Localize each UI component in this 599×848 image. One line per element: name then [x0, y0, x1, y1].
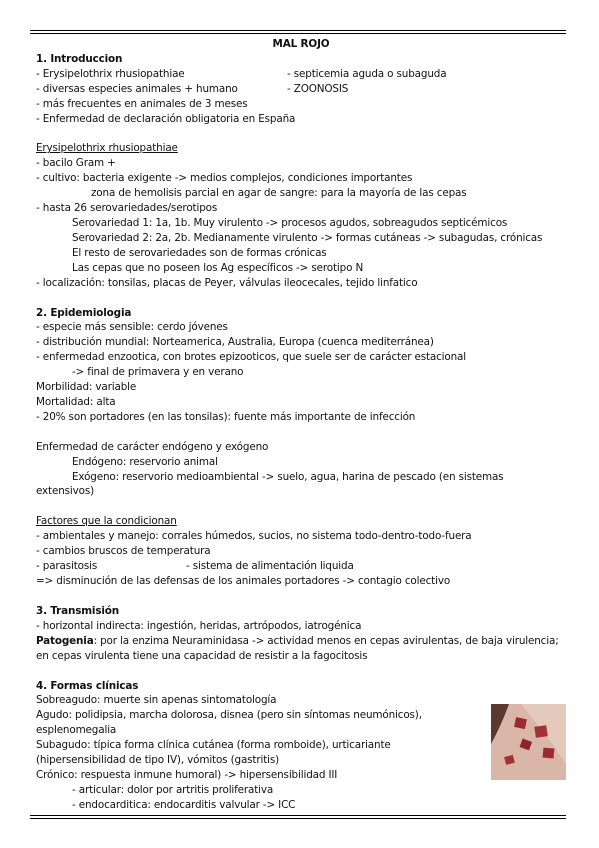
- intro-two-columns: [36, 67, 566, 97]
- page-title: MAL ROJO: [272, 38, 330, 50]
- epi-line-11: extensivos): [36, 485, 95, 498]
- ery-line-2: - cultivo: bacteria exigente -> medios complejos, condiciones importantes: [36, 172, 413, 185]
- intro-right-1: - septicemia aguda o subaguda: [287, 67, 447, 80]
- epi-line-10: Exógeno: reservorio medioambiental -> suelo, agua, harina de pescado (en sistemas: [72, 470, 504, 483]
- epi-line-3: - enfermedad enzootica, con brotes epizooticos, que suele ser de carácter estacional: [36, 351, 467, 364]
- bottom-rule-2: [30, 818, 566, 819]
- ery-line-6: Serovariedad 2: 2a, 2b. Medianamente virulento -> formas cutáneas -> subagudas, crónicas: [72, 231, 543, 244]
- epi-line-9: Endógeno: reservorio animal: [72, 455, 218, 468]
- patogenia-text: : por la enzima Neuraminidasa -> actividad menos en cepas avirulentas, de baja virulencia;: [93, 634, 559, 647]
- fac-line-3a: - parasitosis: [36, 560, 98, 573]
- epi-line-4: -> final de primavera y en verano: [72, 366, 244, 379]
- formas-line-8: - endocarditica: endocarditis valvular -> ICC: [72, 798, 296, 811]
- trans-line-1: - horizontal indirecta: ingestión, heridas, artrópodos, iatrogénica: [36, 619, 362, 632]
- patogenia-label: Patogenia: [36, 634, 94, 647]
- fac-line-4: => disminución de las defensas de los animales portadores -> contagio colectivo: [36, 575, 451, 587]
- formas-line-4: Subagudo: típica forma clínica cutánea (forma romboide), urticariante: [36, 739, 391, 752]
- formas-line-2: Agudo: polidipsia, marcha dolorosa, disnea (pero sin síntomas neumónicos),: [36, 709, 422, 722]
- epi-line-2: - distribución mundial: Norteamerica, Australia, Europa (cuenca mediterránea): [36, 336, 434, 349]
- fac-line-3b: - sistema de alimentación liquida: [186, 560, 354, 573]
- formas-line-3: esplenomegalia: [36, 724, 117, 737]
- formas-line-1: Sobreagudo: muerte sin apenas sintomatología: [36, 694, 277, 707]
- ery-line-1: - bacilo Gram +: [36, 157, 116, 170]
- erysipelothrix-heading: Erysipelothrix rhusiopathiae: [36, 142, 178, 155]
- fac-line-2: - cambios bruscos de temperatura: [36, 545, 211, 558]
- ery-line-5: Serovariedad 1: 1a, 1b. Muy virulento -> procesos agudos, sobreagudos septicémicos: [72, 216, 508, 229]
- top-rule-2: [30, 33, 566, 34]
- factores-heading: Factores que la condicionan: [36, 515, 177, 528]
- intro-line-4: - Enfermedad de declaración obligatoria en España: [36, 112, 296, 125]
- epi-line-1: - especie más sensible: cerdo jóvenes: [36, 321, 228, 334]
- intro-left-1: - Erysipelothrix rhusiopathiae: [36, 67, 185, 80]
- epi-line-6: Mortalidad: alta: [36, 395, 116, 408]
- ery-line-3: zona de hemolisis parcial en agar de sangre: para la mayoría de las cepas: [91, 187, 467, 200]
- formas-line-7: - articular: dolor por artritis proliferativa: [72, 783, 274, 796]
- patogenia-line: [36, 634, 566, 649]
- section-1-heading: 1. Introduccion: [36, 52, 123, 65]
- intro-right-2: - ZOONOSIS: [287, 82, 349, 95]
- epi-line-5: Morbilidad: variable: [36, 381, 137, 394]
- bottom-rule: [30, 815, 566, 816]
- ery-line-8: Las cepas que no poseen los Ag específicos -> serotipo N: [72, 261, 364, 274]
- fac-two-columns: [36, 559, 566, 574]
- formas-line-5: (hipersensibilidad de tipo IV), vómitos (gastritis): [36, 754, 280, 767]
- section-2-heading: 2. Epidemiologia: [36, 306, 132, 319]
- intro-left-2: - diversas especies animales + humano: [36, 82, 238, 95]
- formas-line-6: Crónico: respuesta inmune humoral) -> hipersensibilidad III: [36, 768, 338, 781]
- section-3-heading: 3. Transmisión: [36, 604, 120, 617]
- ery-line-9: - localización: tonsilas, placas de Peyer, válvulas ileocecales, tejido linfatico: [36, 276, 418, 289]
- section-4-heading: 4. Formas clínicas: [36, 679, 139, 692]
- epi-line-8: Enfermedad de carácter endógeno y exógeno: [36, 440, 269, 453]
- document-body: [36, 37, 566, 813]
- top-rule: [30, 30, 566, 31]
- ery-line-4: - hasta 26 serovariedades/serotipos: [36, 202, 218, 215]
- trans-line-3: en cepas virulenta tiene una capacidad de resistir a la fagocitosis: [36, 649, 368, 662]
- ery-line-7: El resto de serovariedades son de formas crónicas: [72, 246, 327, 259]
- fac-line-1: - ambientales y manejo: corrales húmedos, sucios, no sistema todo-dentro-todo-fuera: [36, 530, 472, 543]
- intro-line-3: - más frecuentes en animales de 3 meses: [36, 97, 248, 110]
- skin-lesion-photo: [491, 704, 566, 780]
- epi-line-7: - 20% son portadores (en las tonsilas): fuente más importante de infección: [36, 410, 416, 423]
